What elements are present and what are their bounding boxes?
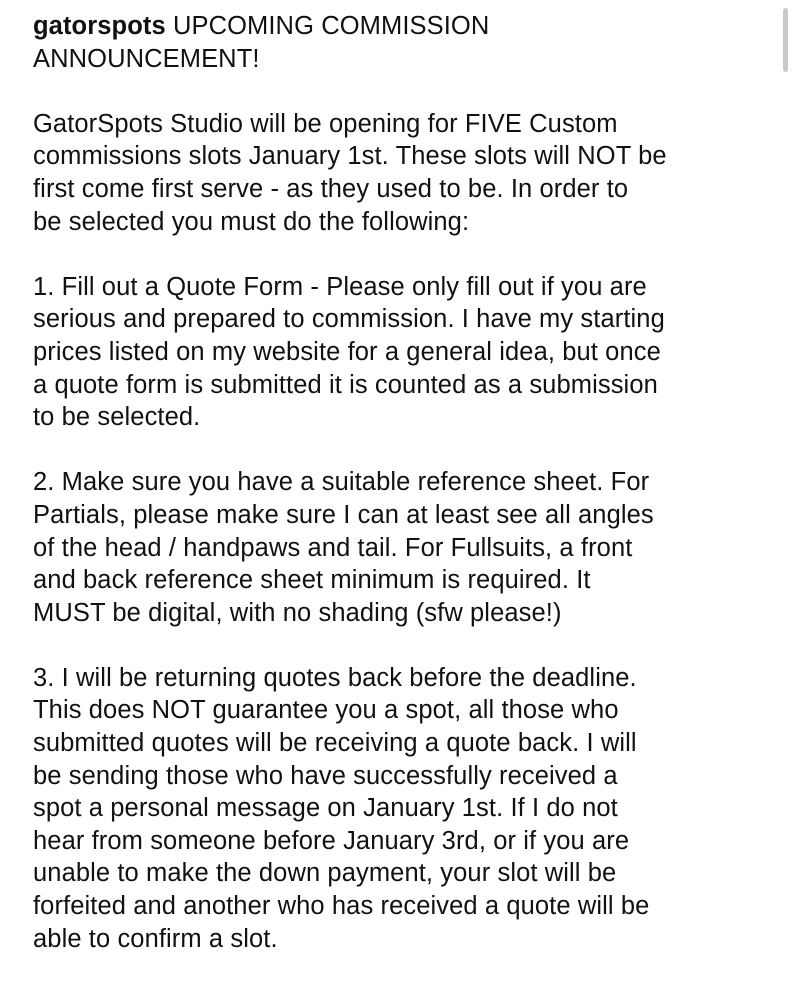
caption-line: commissions slots January 1st. These slots will NOT be [33, 142, 667, 171]
caption-paragraph-intro [33, 108, 768, 238]
caption-line: GatorSpots Studio will be opening for FIVE Custom [33, 109, 618, 138]
post-caption [33, 10, 768, 988]
caption-line: 1. Fill out a Quote Form - Please only fill out if you are [33, 272, 647, 301]
caption-line: of the head / handpaws and tail. For Fullsuits, a front [33, 533, 633, 562]
caption-line: spot a personal message on January 1st. If I do not [33, 794, 618, 823]
caption-line: be selected you must do the following: [33, 207, 470, 236]
heading-text: UPCOMING COMMISSION [172, 12, 490, 40]
username-link[interactable]: gatorspots [33, 12, 166, 40]
caption-line: first come first serve - as they used to be. In order to [33, 174, 629, 203]
scrollbar[interactable] [783, 8, 788, 72]
caption-heading [33, 10, 768, 75]
caption-line: 2. Make sure you have a suitable reference sheet. For [33, 468, 650, 497]
caption-line: serious and prepared to commission. I have my starting [33, 305, 665, 334]
caption-line: a quote form is submitted it is counted as a submission [33, 370, 658, 399]
caption-line: prices listed on my website for a general idea, but once [33, 337, 661, 366]
caption-line: 3. I will be returning quotes back before the deadline. [33, 663, 637, 692]
caption-line: unable to make the down payment, your slot will be [33, 859, 617, 888]
caption-line: Partials, please make sure I can at least see all angles [33, 500, 654, 529]
caption-line: be sending those who have successfully received a [33, 761, 618, 790]
caption-line: hear from someone before January 3rd, or if you are [33, 826, 630, 855]
heading-text: ANNOUNCEMENT! [33, 44, 260, 73]
caption-line: to be selected. [33, 403, 201, 432]
caption-line: MUST be digital, with no shading (sfw please!) [33, 598, 562, 627]
caption-line: and back reference sheet minimum is required. It [33, 566, 591, 595]
caption-line: This does NOT guarantee you a spot, all those who [33, 696, 619, 725]
caption-line: able to confirm a slot. [33, 924, 278, 953]
caption-line: forfeited and another who has received a quote will be [33, 892, 650, 921]
caption-line: submitted quotes will be receiving a quote back. I will [33, 729, 637, 758]
caption-paragraph-step-1 [33, 271, 768, 434]
caption-paragraph-step-3 [33, 662, 768, 955]
caption-paragraph-step-2 [33, 466, 768, 629]
caption-heading-line [33, 10, 768, 43]
